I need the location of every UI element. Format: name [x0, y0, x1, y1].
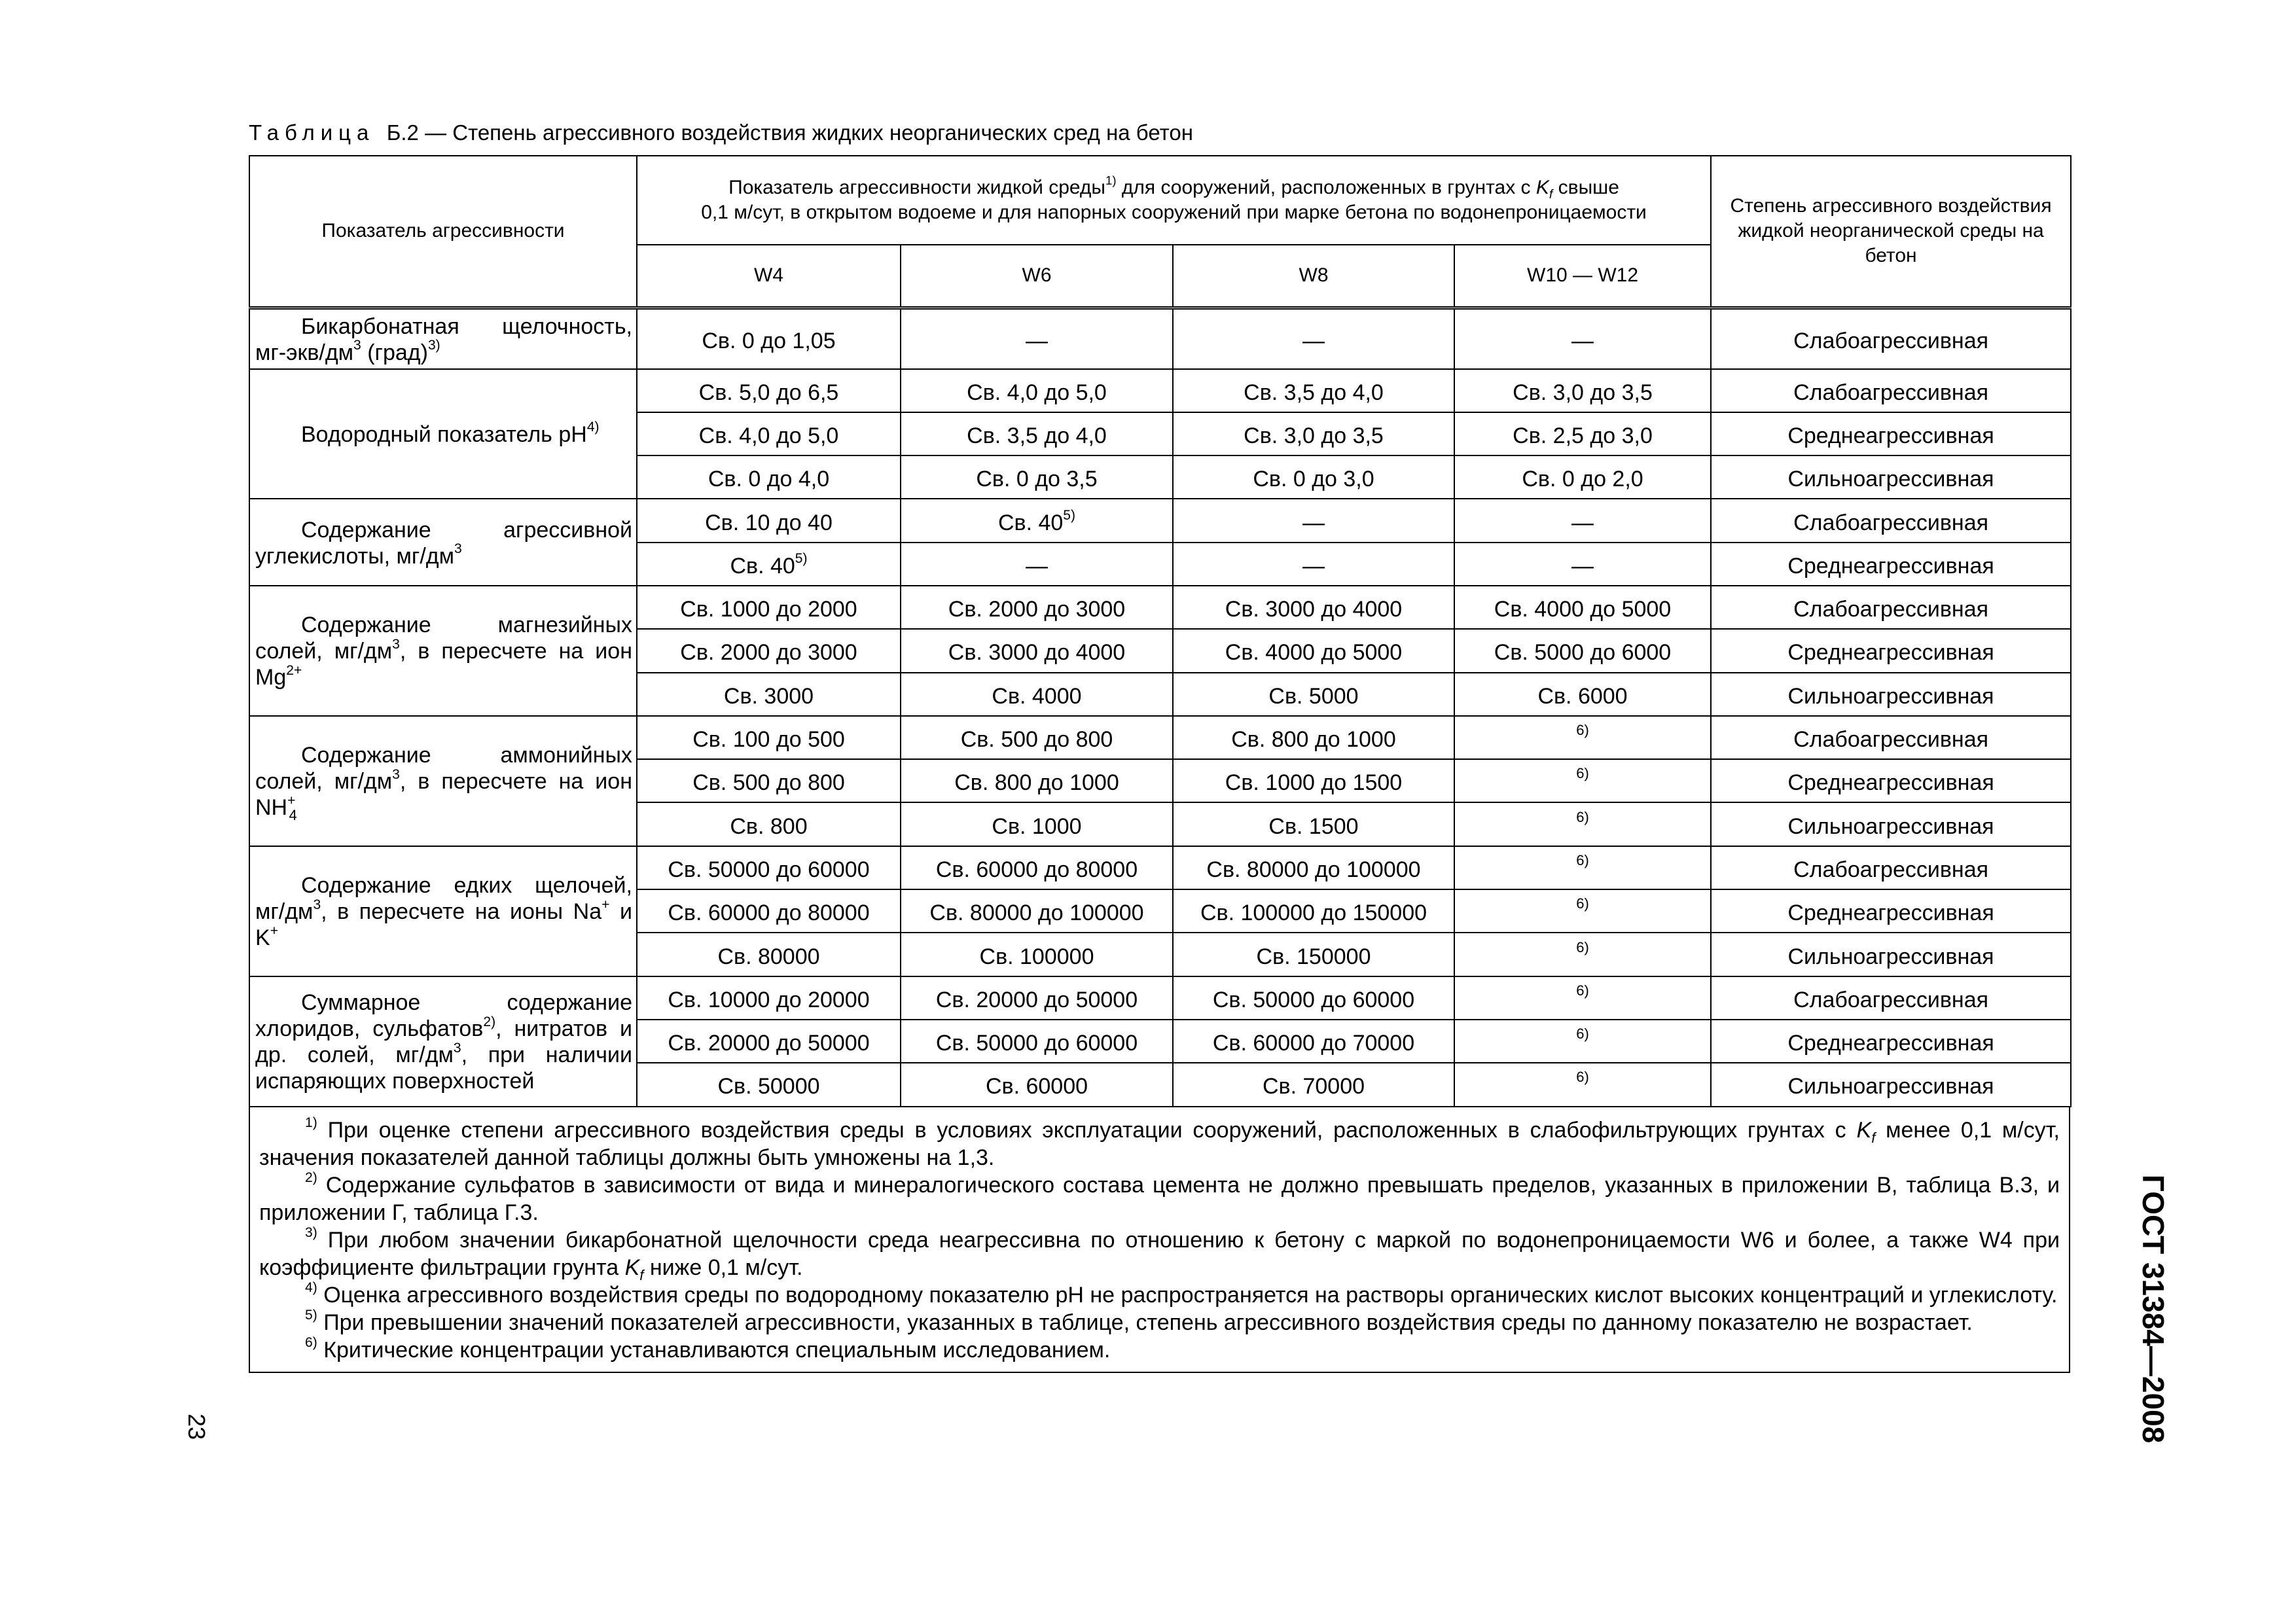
cell-degree: Сильноагрессивная [1711, 673, 2071, 716]
footnote-1: $^{1)}$ При оценке степени агрессивного воздействия среды в условиях эксплуатации сооружений, расположенных в слабофильтрующих грунтах с $K_f$ менее 0,1 м/сут, значения показателей данной таблицы должны быть умножены на 1,3. [259, 1115, 2060, 1170]
cell-w6: Св. 80000 до 100000 [901, 889, 1173, 933]
indicator-ph: Водородный показатель $pH^{4)}$ [249, 369, 637, 499]
footnote-5: $^{5)}$ При превышении значений показателей агрессивности, указанных в таблице, степень агрессивного воздействия среды по данному показателю не возрастает. [305, 1308, 1973, 1335]
table-row [249, 976, 2071, 1020]
indicator-bicarbonate: Бикарбонатная щелочность, $мг-экв/дм^3$ (град)$^{3)}$ [249, 308, 637, 369]
cell-w10: Св. 2,5 до 3,0 [1454, 412, 1711, 455]
cell-w10: 6) [1454, 1020, 1711, 1063]
cell-w8: Св. 3,5 до 4,0 [1173, 369, 1454, 412]
cell-w8: Св. 80000 до 100000 [1173, 846, 1454, 889]
cell-w8: Св. 60000 до 70000 [1173, 1020, 1454, 1063]
cell-w4: Св. 10 до 40 [637, 499, 901, 542]
cell-w6: Св. 4,0 до 5,0 [901, 369, 1173, 412]
cell-w10: Св. 6000 [1454, 673, 1711, 716]
cell-degree: Среднеагрессивная [1711, 759, 2071, 802]
caption-text: Б.2 — Степень агрессивного воздействия жидких неорганических сред на бетон [386, 120, 1193, 145]
cell-w6: Св. 50000 до 60000 [901, 1020, 1173, 1063]
indicator-alkali: Содержание едких щелочей, $мг/дм^3$, в пересчете на ионы Na+ и K+ [249, 846, 637, 976]
cell-w6: Св. 20000 до 50000 [901, 976, 1173, 1020]
cell-w10: 6) [1454, 759, 1711, 802]
cell-w4: Св. 40$^{5)}$ [637, 543, 901, 586]
table-row [249, 586, 2071, 629]
cell-w4: Св. 20000 до 50000 [637, 1020, 901, 1063]
cell-w10: 6) [1454, 802, 1711, 846]
cell-degree: Сильноагрессивная [1711, 1063, 2071, 1106]
cell-w6: Св. 2000 до 3000 [901, 586, 1173, 629]
cell-degree: Среднеагрессивная [1711, 1020, 2071, 1063]
cell-w4: Св. 1000 до 2000 [637, 586, 901, 629]
cell-w8: — [1173, 543, 1454, 586]
header-group: Показатель агрессивности жидкой среды$^{1)}$ для сооружений, расположенных в грунтах с $K_f$ свыше 0,1 м/сут, в открытом водоеме и для напорных сооружений при марке бетона по водонепроницаемости [637, 156, 1711, 245]
cell-w6: Св. 3000 до 4000 [901, 629, 1173, 672]
header-w4: W4 [637, 245, 901, 308]
cell-w4: Св. 60000 до 80000 [637, 889, 901, 933]
cell-degree: Сильноагрессивная [1711, 933, 2071, 976]
cell-degree: Слабоагрессивная [1711, 976, 2071, 1020]
page-number: 23 [183, 1413, 210, 1440]
cell-w10: Св. 5000 до 6000 [1454, 629, 1711, 672]
cell-w8: Св. 50000 до 60000 [1173, 976, 1454, 1020]
cell-w8: Св. 150000 [1173, 933, 1454, 976]
cell-w4: Св. 10000 до 20000 [637, 976, 901, 1020]
cell-w6: Св. 40$^{5)}$ [901, 499, 1173, 542]
cell-w6: Св. 4000 [901, 673, 1173, 716]
cell-w10: 6) [1454, 976, 1711, 1020]
cell-w4: Св. 50000 [637, 1063, 901, 1106]
cell-w4: Св. 4,0 до 5,0 [637, 412, 901, 455]
cell-w4: Св. 800 [637, 802, 901, 846]
table-row [249, 499, 2071, 542]
cell-w4: Св. 80000 [637, 933, 901, 976]
cell-w4: Св. 50000 до 60000 [637, 846, 901, 889]
header-w10-w12: W10 — W12 [1454, 245, 1711, 308]
header-indicator: Показатель агрессивности [249, 156, 637, 308]
cell-degree: Слабоагрессивная [1711, 499, 2071, 542]
table-row [249, 846, 2071, 889]
table-frame [249, 155, 2070, 1373]
cell-w10: 6) [1454, 716, 1711, 759]
cell-w6: Св. 60000 до 80000 [901, 846, 1173, 889]
cell-w4: Св. 5,0 до 6,5 [637, 369, 901, 412]
cell-w6: — [901, 308, 1173, 369]
cell-w10: Св. 0 до 2,0 [1454, 455, 1711, 499]
cell-w8: Св. 70000 [1173, 1063, 1454, 1106]
cell-degree: Сильноагрессивная [1711, 802, 2071, 846]
cell-w8: Св. 3,0 до 3,5 [1173, 412, 1454, 455]
cell-degree: Слабоагрессивная [1711, 586, 2071, 629]
cell-degree: Слабоагрессивная [1711, 846, 2071, 889]
cell-w10: 6) [1454, 933, 1711, 976]
cell-w8: Св. 3000 до 4000 [1173, 586, 1454, 629]
cell-w8: Св. 100000 до 150000 [1173, 889, 1454, 933]
cell-w8: — [1173, 308, 1454, 369]
indicator-magnesium: Содержание магнезийных солей, $мг/дм^3$, в пересчете на ион $Mg^{2+}$ [249, 586, 637, 716]
cell-degree: Среднеагрессивная [1711, 629, 2071, 672]
standard-designation: ГОСТ 31384—2008 [2136, 1174, 2170, 1444]
cell-w6: Св. 60000 [901, 1063, 1173, 1106]
cell-w10: Св. 3,0 до 3,5 [1454, 369, 1711, 412]
cell-w8: Св. 1500 [1173, 802, 1454, 846]
cell-w8: Св. 800 до 1000 [1173, 716, 1454, 759]
cell-w8: Св. 5000 [1173, 673, 1454, 716]
table-row [249, 716, 2071, 759]
cell-degree: Среднеагрессивная [1711, 889, 2071, 933]
table-row [249, 369, 2071, 412]
aggressiveness-table [249, 155, 2072, 1107]
cell-w4: Св. 100 до 500 [637, 716, 901, 759]
cell-w4: Св. 0 до 4,0 [637, 455, 901, 499]
table-footnotes [249, 1107, 2070, 1373]
cell-degree: Среднеагрессивная [1711, 543, 2071, 586]
cell-w6: Св. 3,5 до 4,0 [901, 412, 1173, 455]
footnote-6: $^{6)}$ Критические концентрации устанавливаются специальным исследованием. [305, 1335, 1111, 1363]
cell-w6: — [901, 543, 1173, 586]
caption-label: Таблица [249, 120, 375, 145]
cell-w4: Св. 3000 [637, 673, 901, 716]
cell-w10: 6) [1454, 1063, 1711, 1106]
cell-w8: Св. 1000 до 1500 [1173, 759, 1454, 802]
cell-w10: Св. 4000 до 5000 [1454, 586, 1711, 629]
cell-degree: Сильноагрессивная [1711, 455, 2071, 499]
indicator-salts: Суммарное содержание хлоридов, сульфатов$^{2)}$, нитратов и др. солей, $мг/дм^3$, при наличии испаряющих поверхностей [249, 976, 637, 1107]
cell-w10: — [1454, 543, 1711, 586]
cell-w6: Св. 100000 [901, 933, 1173, 976]
footnote-3: $^{3)}$ При любом значении бикарбонатной щелочности среда неагрессивна по отношению к бетону с маркой по водонепроницаемости W6 и более, а также W4 при коэффициенте фильтрации грунта $K_f$ ниже 0,1 м/сут. [259, 1225, 2060, 1283]
cell-degree: Слабоагрессивная [1711, 369, 2071, 412]
cell-w4: Св. 500 до 800 [637, 759, 901, 802]
cell-w4: Св. 0 до 1,05 [637, 308, 901, 369]
header-w6: W6 [901, 245, 1173, 308]
cell-w6: Св. 0 до 3,5 [901, 455, 1173, 499]
footnote-4: $^{4)}$ Оценка агрессивного воздействия среды по водородному показателю pH не распространяется на растворы органических кислот высоких концентраций и углекислоту. [305, 1280, 2058, 1308]
table-caption [249, 120, 1193, 145]
cell-w10: 6) [1454, 889, 1711, 933]
cell-w10: — [1454, 308, 1711, 369]
cell-w10: 6) [1454, 846, 1711, 889]
cell-w8: Св. 0 до 3,0 [1173, 455, 1454, 499]
cell-w6: Св. 500 до 800 [901, 716, 1173, 759]
cell-w6: Св. 1000 [901, 802, 1173, 846]
table-row [249, 308, 2071, 369]
cell-w4: Св. 2000 до 3000 [637, 629, 901, 672]
header-w8: W8 [1173, 245, 1454, 308]
cell-w10: — [1454, 499, 1711, 542]
indicator-ammonium: Содержание аммонийных солей, $мг/дм^3$, в пересчете на ион $NH^+_4$ [249, 716, 637, 846]
cell-w8: Св. 4000 до 5000 [1173, 629, 1454, 672]
header-degree: Степень агрессивного воздействия жидкой неорганической среды на бетон [1711, 156, 2071, 308]
cell-degree: Среднеагрессивная [1711, 412, 2071, 455]
cell-degree: Слабоагрессивная [1711, 308, 2071, 369]
cell-w6: Св. 800 до 1000 [901, 759, 1173, 802]
indicator-co2: Содержание агрессивной углекислоты, $мг/дм^3$ [249, 499, 637, 586]
footnote-2: $^{2)}$ Содержание сульфатов в зависимости от вида и минералогического состава цемента не должно превышать пределов, указанных в приложении В, таблица В.3, и приложении Г, таблица Г.3. [259, 1170, 2060, 1225]
cell-w8: — [1173, 499, 1454, 542]
cell-degree: Слабоагрессивная [1711, 716, 2071, 759]
